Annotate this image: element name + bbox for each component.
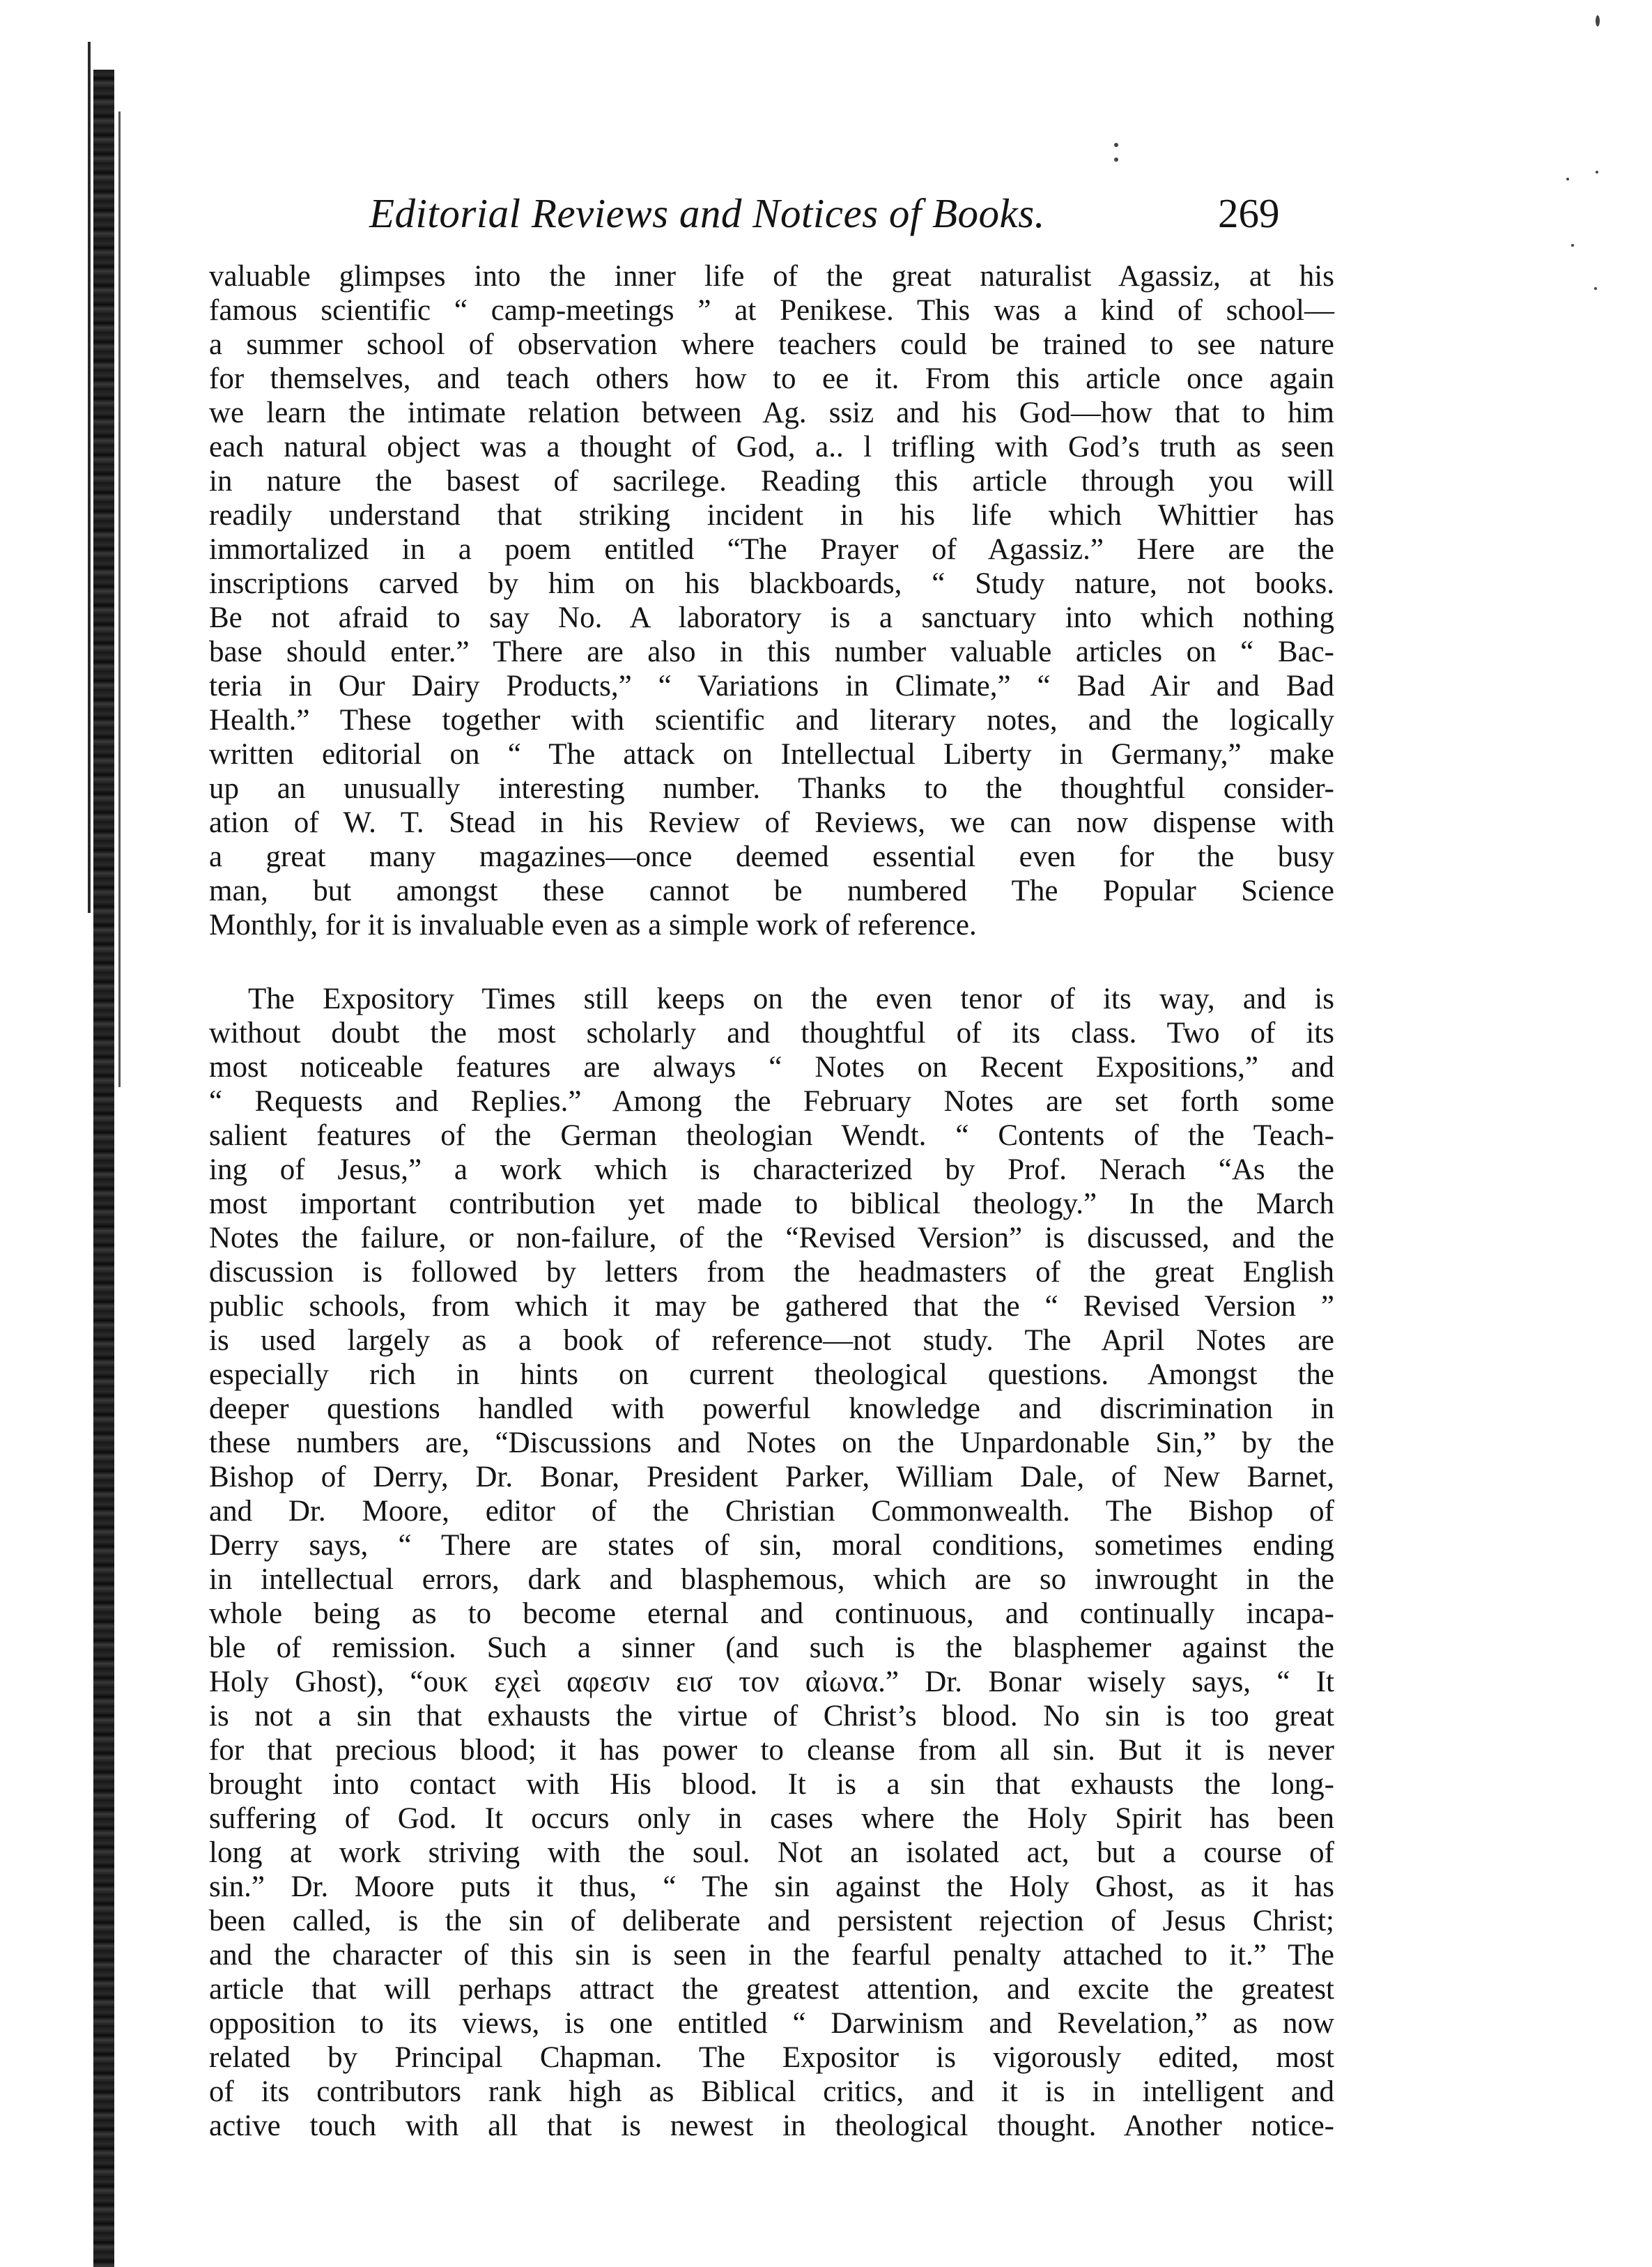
text-line: especially rich in hints on current theological questions. Amongst the [209, 1358, 1334, 1391]
text-line: most important contribution yet made to biblical theology.” In the March [209, 1188, 1334, 1220]
text-line: of its contributors rank high as Biblical critics, and it is in intelligent and [209, 2075, 1334, 2108]
text-line: in intellectual errors, dark and blasphemous, which are so inwrought in the [209, 1563, 1334, 1596]
spine-line [118, 112, 121, 1087]
text-line: man, but amongst these cannot be numbered The Popular Science [209, 875, 1334, 907]
text-line: brought into contact with His blood. It is a sin that exhausts the long- [209, 1768, 1334, 1801]
text-line: is used largely as a book of reference—not study. The April Notes are [209, 1324, 1334, 1357]
text-line: inscriptions carved by him on his blackboards, “ Study nature, not books. [209, 567, 1334, 600]
speck-mark [1566, 178, 1569, 180]
text-line: we learn the intimate relation between Ag. ssiz and his God—how that to him [209, 397, 1334, 429]
speck-mark [1596, 15, 1600, 26]
text-line: a summer school of observation where teachers could be trained to see nature [209, 328, 1334, 361]
text-line: ation of W. T. Stead in his Review of Reviews, we can now dispense with [209, 806, 1334, 839]
text-line: discussion is followed by letters from the headmasters of the great English [209, 1256, 1334, 1289]
text-line: related by Principal Chapman. The Expositor is vigorously edited, most [209, 2041, 1334, 2074]
text-line: Monthly, for it is invaluable even as a simple work of reference. [209, 909, 977, 942]
text-line: deeper questions handled with powerful knowledge and discrimination in [209, 1392, 1334, 1425]
text-line: opposition to its views, is one entitled “ Darwinism and Revelation,” as now [209, 2007, 1334, 2040]
text-line: ble of remission. Such a sinner (and such is the blasphemer against the [209, 1631, 1334, 1664]
spine-line [88, 42, 91, 913]
text-line: teria in Our Dairy Products,” “ Variations in Climate,” “ Bad Air and Bad [209, 670, 1334, 702]
speck-mark [1596, 171, 1598, 174]
text-line: for that precious blood; it has power to cleanse from all sin. But it is never [209, 1734, 1334, 1767]
text-line: been called, is the sin of deliberate and persistent rejection of Jesus Christ; [209, 1905, 1334, 1937]
text-line: Derry says, “ There are states of sin, moral conditions, sometimes ending [209, 1529, 1334, 1562]
speck-mark [1571, 244, 1574, 247]
text-line: Bishop of Derry, Dr. Bonar, President Parker, William Dale, of New Barnet, [209, 1461, 1334, 1493]
text-line: The Expository Times still keeps on the even tenor of its way, and is [248, 983, 1334, 1015]
text-line: written editorial on “ The attack on Intellectual Liberty in Germany,” make [209, 738, 1334, 771]
text-line: ing of Jesus,” a work which is characterized by Prof. Nerach “As the [209, 1153, 1334, 1186]
text-line: “ Requests and Replies.” Among the February Notes are set forth some [209, 1085, 1334, 1118]
speck-mark [1114, 157, 1118, 162]
book-spine-edge [42, 0, 89, 2267]
text-line: article that will perhaps attract the greatest attention, and excite the greatest [209, 1973, 1334, 2006]
text-line: public schools, from which it may be gathered that the “ Revised Version ” [209, 1290, 1334, 1323]
text-line: salient features of the German theologian Wendt. “ Contents of the Teach- [209, 1119, 1334, 1152]
text-line: each natural object was a thought of God, a.. l trifling with God’s truth as seen [209, 431, 1334, 463]
text-line: active touch with all that is newest in theological thought. Another notice- [209, 2110, 1334, 2142]
text-line: long at work striving with the soul. Not an isolated act, but a course of [209, 1836, 1334, 1869]
text-line: in nature the basest of sacrilege. Reading this article through you will [209, 465, 1334, 498]
paragraph-expository-times [209, 982, 1334, 2143]
text-line: and the character of this sin is seen in the fearful penalty attached to it.” The [209, 1939, 1334, 1972]
running-head [369, 190, 1345, 252]
text-line: these numbers are, “Discussions and Notes on the Unpardonable Sin,” by the [209, 1427, 1334, 1459]
running-head-title: Editorial Reviews and Notices of Books. [369, 190, 1045, 236]
text-line: for themselves, and teach others how to ee it. From this article once again [209, 362, 1334, 395]
text-line: whole being as to become eternal and continuous, and continually incapa- [209, 1597, 1334, 1630]
text-line: suffering of God. It occurs only in cases where the Holy Spirit has been [209, 1802, 1334, 1835]
text-line: up an unusually interesting number. Thanks to the thoughtful consider- [209, 772, 1334, 805]
text-line: Be not afraid to say No. A laboratory is a sanctuary into which nothing [209, 601, 1334, 634]
text-line: sin.” Dr. Moore puts it thus, “ The sin against the Holy Ghost, as it has [209, 1870, 1334, 1903]
text-line: valuable glimpses into the inner life of the great naturalist Agassiz, at his [209, 260, 1334, 293]
text-line: is not a sin that exhausts the virtue of Christ’s blood. No sin is too great [209, 1700, 1334, 1732]
text-line: base should enter.” There are also in this number valuable articles on “ Bac- [209, 636, 1334, 668]
text-line: immortalized in a poem entitled “The Prayer of Agassiz.” Here are the [209, 533, 1334, 566]
paragraph-agassiz [209, 259, 1334, 942]
page-number: 269 [1218, 190, 1280, 236]
text-line: famous scientific “ camp-meetings ” at Penikese. This was a kind of school— [209, 294, 1334, 327]
speck-mark [1594, 287, 1597, 290]
text-line: and Dr. Moore, editor of the Christian Commonwealth. The Bishop of [209, 1495, 1334, 1528]
text-line: readily understand that striking incident in his life which Whittier has [209, 499, 1334, 532]
text-line: most noticeable features are always “ Notes on Recent Expositions,” and [209, 1051, 1334, 1084]
speck-mark [1114, 143, 1118, 147]
spine-binding-shadow [93, 70, 114, 2267]
text-line: Health.” These together with scientific and literary notes, and the logically [209, 704, 1334, 737]
text-line: a great many magazines—once deemed essential even for the busy [209, 840, 1334, 873]
text-line: without doubt the most scholarly and thoughtful of its class. Two of its [209, 1017, 1334, 1050]
text-line: Notes the failure, or non-failure, of the “Revised Version” is discussed, and the [209, 1222, 1334, 1254]
text-line: Holy Ghost), “ουκ εχεὶ αφεσιν εισ τον αἰωνα.” Dr. Bonar wisely says, “ It [209, 1666, 1334, 1698]
